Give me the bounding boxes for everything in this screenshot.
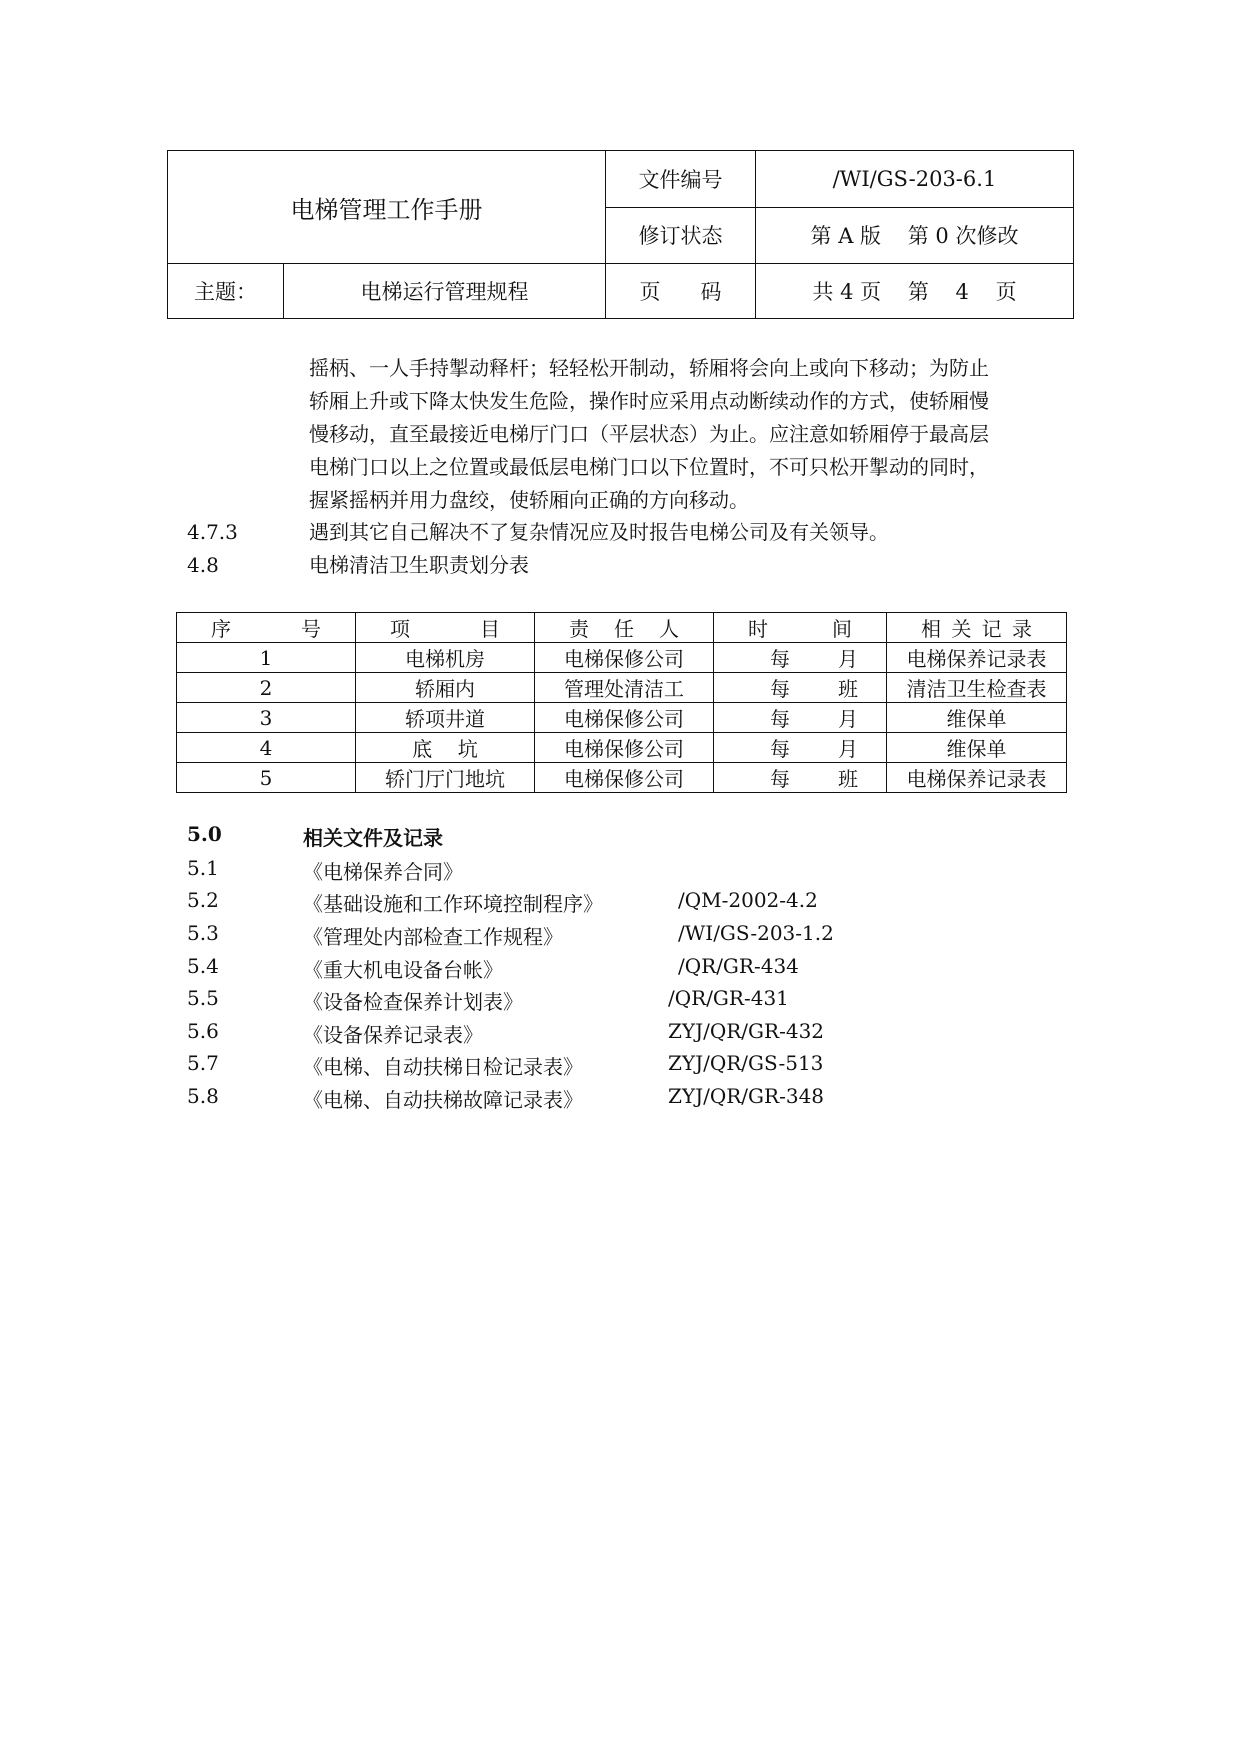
header-no: 序 号 [177,613,356,643]
table-row: 4 底 坑 电梯保修公司 每 月 维保单 [177,733,1067,763]
table-row: 3 轿项井道 电梯保修公司 每 月 维保单 [177,703,1067,733]
ref-code: ZYJ/QR/GS-513 [668,1051,824,1075]
ref-number: 5.4 [187,954,219,978]
ref-code: /WI/GS-203-1.2 [678,921,834,945]
ref-name: 《电梯保养合同》 [303,860,463,884]
rev-label: 修订状态 [606,207,756,264]
table-row: 2 轿厢内 管理处清洁工 每 班 清洁卫生检查表 [177,673,1067,703]
subject-label: 主题： [168,264,284,319]
header-owner: 责 任 人 [535,613,714,643]
section-5-title: 相关文件及记录 [303,826,443,850]
paragraph-line: 电梯门口以上之位置或最低层电梯门口以下位置时，不可只松开掣动的同时， [309,455,989,479]
ref-code: ZYJ/QR/GR-348 [668,1084,825,1108]
item-number: 4.8 [187,553,219,577]
ref-name: 《设备检查保养计划表》 [303,990,523,1014]
table-row: 5 轿门厅门地坑 电梯保修公司 每 班 电梯保养记录表 [177,763,1067,793]
paragraph-line: 摇柄、一人手持掣动释杆；轻轻松开制动，轿厢将会向上或向下移动；为防止 [309,356,989,380]
page-value: 共 4 页 第 4 页 [756,264,1074,319]
cleaning-duties-table [176,612,1067,793]
ref-name: 《基础设施和工作环境控制程序》 [303,892,603,916]
ref-code: /QR/GR-434 [678,954,799,978]
item-text: 电梯清洁卫生职责划分表 [309,553,529,577]
header-record: 相 关 记 录 [887,613,1067,643]
paragraph-line: 握紧摇柄并用力盘绞，使轿厢向正确的方向移动。 [309,488,749,512]
ref-name: 《管理处内部检查工作规程》 [303,925,563,949]
ref-name: 《设备保养记录表》 [303,1023,483,1047]
table-row: 1 电梯机房 电梯保修公司 每 月 电梯保养记录表 [177,643,1067,673]
ref-name: 《电梯、自动扶梯日检记录表》 [303,1055,583,1079]
rev-value: 第 A 版 第 0 次修改 [756,207,1074,264]
item-text: 遇到其它自己解决不了复杂情况应及时报告电梯公司及有关领导。 [309,520,889,544]
ref-code: ZYJ/QR/GR-432 [668,1019,825,1043]
item-number: 4.7.3 [187,520,238,544]
doc-no-label: 文件编号 [606,151,756,208]
header-table [167,150,1074,319]
ref-number: 5.3 [187,921,219,945]
ref-name: 《电梯、自动扶梯故障记录表》 [303,1088,583,1112]
doc-no-value: /WI/GS-203-6.1 [756,151,1074,208]
ref-number: 5.6 [187,1019,219,1043]
ref-number: 5.8 [187,1084,219,1108]
ref-code: /QM-2002-4.2 [678,888,818,912]
table-header-row [177,613,1067,643]
header-item: 项 目 [356,613,535,643]
ref-code: /QR/GR-431 [668,986,789,1010]
ref-number: 5.1 [187,856,219,880]
ref-name: 《重大机电设备台帐》 [303,958,503,982]
procedure-paragraph [309,352,1059,517]
ref-number: 5.5 [187,986,219,1010]
manual-title: 电梯管理工作手册 [168,151,606,264]
page-label: 页 码 [606,264,756,319]
ref-number: 5.2 [187,888,219,912]
header-time: 时 间 [714,613,887,643]
paragraph-line: 慢移动，直至最接近电梯厅门口（平层状态）为止。应注意如轿厢停于最高层 [309,422,989,446]
subject-value: 电梯运行管理规程 [284,264,606,319]
ref-number: 5.7 [187,1051,219,1075]
paragraph-line: 轿厢上升或下降太快发生危险，操作时应采用点动断续动作的方式，使轿厢慢 [309,389,989,413]
section-5-number: 5.0 [187,822,222,846]
